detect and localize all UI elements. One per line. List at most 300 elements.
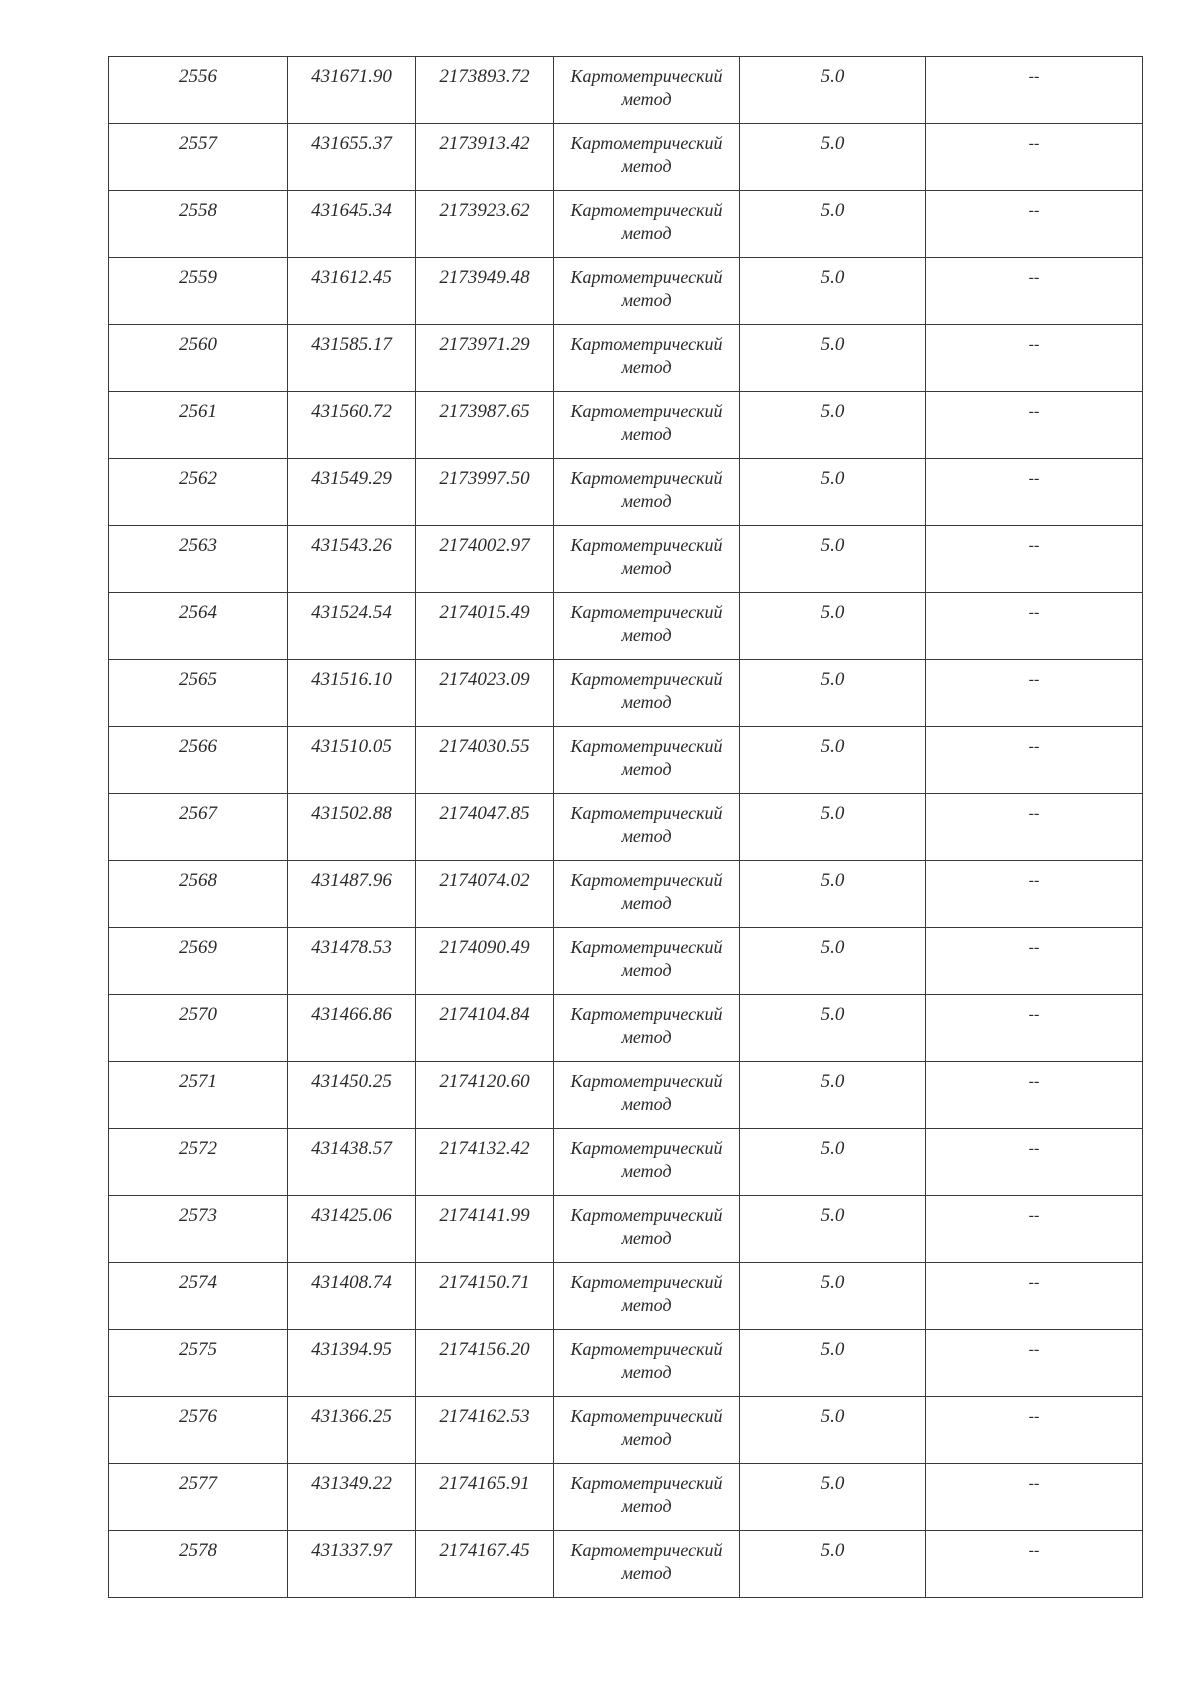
cell-text: 5.0 [820, 803, 845, 824]
cell-text: 2572 [179, 1138, 217, 1159]
method-cell [554, 459, 740, 526]
point-number-cell [109, 727, 288, 794]
description-cell [926, 593, 1143, 660]
x-coordinate-cell [288, 995, 416, 1062]
method-cell [554, 1464, 740, 1531]
cell-text: 2173949.48 [439, 267, 530, 288]
method-cell [554, 593, 740, 660]
accuracy-cell [740, 325, 926, 392]
cell-text: Картометрический метод [570, 1272, 723, 1315]
method-cell [554, 1062, 740, 1129]
cell-text: 2174141.99 [439, 1205, 530, 1226]
accuracy-cell [740, 593, 926, 660]
cell-text: 5.0 [820, 1473, 845, 1494]
accuracy-cell [740, 1129, 926, 1196]
description-cell [926, 794, 1143, 861]
description-cell [926, 325, 1143, 392]
cell-text: 2174165.91 [439, 1473, 530, 1494]
cell-text: Картометрический метод [570, 937, 723, 980]
description-cell [926, 1062, 1143, 1129]
method-cell [554, 727, 740, 794]
accuracy-cell [740, 928, 926, 995]
accuracy-cell [740, 1330, 926, 1397]
cell-text: Картометрический метод [570, 1473, 723, 1516]
coordinates-table [108, 56, 1143, 1598]
accuracy-cell [740, 1196, 926, 1263]
cell-text: 2174090.49 [439, 937, 530, 958]
y-coordinate-cell [416, 1129, 554, 1196]
table-row [109, 928, 1143, 995]
cell-text: -- [1028, 738, 1040, 755]
point-number-cell [109, 1129, 288, 1196]
accuracy-cell [740, 124, 926, 191]
cell-text: 2578 [179, 1540, 217, 1561]
table-body [109, 57, 1143, 1598]
y-coordinate-cell [416, 459, 554, 526]
cell-text: 2562 [179, 468, 217, 489]
x-coordinate-cell [288, 1397, 416, 1464]
point-number-cell [109, 1531, 288, 1598]
table-row [109, 1531, 1143, 1598]
table-row [109, 191, 1143, 258]
description-cell [926, 660, 1143, 727]
cell-text: 431543.26 [311, 535, 392, 556]
cell-text: 2560 [179, 334, 217, 355]
cell-text: 431487.96 [311, 870, 392, 891]
cell-text: -- [1028, 537, 1040, 554]
x-coordinate-cell [288, 124, 416, 191]
cell-text: Картометрический метод [570, 1071, 723, 1114]
x-coordinate-cell [288, 1196, 416, 1263]
point-number-cell [109, 1196, 288, 1263]
cell-text: 431516.10 [311, 669, 392, 690]
cell-text: Картометрический метод [570, 66, 723, 109]
method-cell [554, 1531, 740, 1598]
x-coordinate-cell [288, 191, 416, 258]
cell-text: -- [1028, 1274, 1040, 1291]
cell-text: 2173971.29 [439, 334, 530, 355]
description-cell [926, 995, 1143, 1062]
method-cell [554, 1397, 740, 1464]
cell-text: 2576 [179, 1406, 217, 1427]
description-cell [926, 861, 1143, 928]
description-cell [926, 1129, 1143, 1196]
cell-text: 2567 [179, 803, 217, 824]
cell-text: 431425.06 [311, 1205, 392, 1226]
point-number-cell [109, 191, 288, 258]
cell-text: 5.0 [820, 1205, 845, 1226]
point-number-cell [109, 995, 288, 1062]
cell-text: 431549.29 [311, 468, 392, 489]
accuracy-cell [740, 794, 926, 861]
cell-text: 2174030.55 [439, 736, 530, 757]
accuracy-cell [740, 526, 926, 593]
table-row [109, 526, 1143, 593]
accuracy-cell [740, 258, 926, 325]
point-number-cell [109, 392, 288, 459]
cell-text: 5.0 [820, 334, 845, 355]
point-number-cell [109, 861, 288, 928]
cell-text: -- [1028, 872, 1040, 889]
cell-text: Картометрический метод [570, 602, 723, 645]
table-row [109, 392, 1143, 459]
cell-text: 2559 [179, 267, 217, 288]
cell-text: Картометрический метод [570, 267, 723, 310]
table-row [109, 124, 1143, 191]
table-row [109, 1464, 1143, 1531]
cell-text: Картометрический метод [570, 133, 723, 176]
accuracy-cell [740, 995, 926, 1062]
x-coordinate-cell [288, 258, 416, 325]
cell-text: 5.0 [820, 1406, 845, 1427]
description-cell [926, 1397, 1143, 1464]
y-coordinate-cell [416, 593, 554, 660]
point-number-cell [109, 1464, 288, 1531]
cell-text: 2568 [179, 870, 217, 891]
accuracy-cell [740, 727, 926, 794]
cell-text: 2577 [179, 1473, 217, 1494]
y-coordinate-cell [416, 727, 554, 794]
cell-text: 2564 [179, 602, 217, 623]
y-coordinate-cell [416, 1062, 554, 1129]
y-coordinate-cell [416, 1330, 554, 1397]
point-number-cell [109, 794, 288, 861]
description-cell [926, 392, 1143, 459]
y-coordinate-cell [416, 526, 554, 593]
cell-text: 2557 [179, 133, 217, 154]
point-number-cell [109, 1397, 288, 1464]
description-cell [926, 1196, 1143, 1263]
description-cell [926, 1263, 1143, 1330]
x-coordinate-cell [288, 325, 416, 392]
cell-text: 2173987.65 [439, 401, 530, 422]
cell-text: -- [1028, 135, 1040, 152]
cell-text: 431585.17 [311, 334, 392, 355]
cell-text: 2571 [179, 1071, 217, 1092]
table-row [109, 1263, 1143, 1330]
x-coordinate-cell [288, 593, 416, 660]
accuracy-cell [740, 1062, 926, 1129]
y-coordinate-cell [416, 258, 554, 325]
cell-text: -- [1028, 202, 1040, 219]
description-cell [926, 1464, 1143, 1531]
point-number-cell [109, 459, 288, 526]
coordinates-table-container [108, 56, 1142, 1598]
y-coordinate-cell [416, 325, 554, 392]
y-coordinate-cell [416, 1397, 554, 1464]
cell-text: 431612.45 [311, 267, 392, 288]
table-row [109, 1330, 1143, 1397]
y-coordinate-cell [416, 392, 554, 459]
method-cell [554, 1330, 740, 1397]
y-coordinate-cell [416, 794, 554, 861]
description-cell [926, 459, 1143, 526]
cell-text: Картометрический метод [570, 1205, 723, 1248]
cell-text: 2174002.97 [439, 535, 530, 556]
accuracy-cell [740, 191, 926, 258]
cell-text: 431466.86 [311, 1004, 392, 1025]
cell-text: Картометрический метод [570, 1540, 723, 1583]
cell-text: 2561 [179, 401, 217, 422]
x-coordinate-cell [288, 1263, 416, 1330]
cell-text: 2563 [179, 535, 217, 556]
table-row [109, 1129, 1143, 1196]
method-cell [554, 124, 740, 191]
method-cell [554, 1129, 740, 1196]
cell-text: 5.0 [820, 66, 845, 87]
cell-text: 431671.90 [311, 66, 392, 87]
cell-text: 431438.57 [311, 1138, 392, 1159]
cell-text: -- [1028, 1207, 1040, 1224]
accuracy-cell [740, 1263, 926, 1330]
accuracy-cell [740, 57, 926, 124]
cell-text: 2573 [179, 1205, 217, 1226]
description-cell [926, 727, 1143, 794]
accuracy-cell [740, 459, 926, 526]
cell-text: 431645.34 [311, 200, 392, 221]
y-coordinate-cell [416, 1531, 554, 1598]
point-number-cell [109, 1062, 288, 1129]
point-number-cell [109, 1330, 288, 1397]
cell-text: 2174156.20 [439, 1339, 530, 1360]
cell-text: 431366.25 [311, 1406, 392, 1427]
cell-text: 2174150.71 [439, 1272, 530, 1293]
cell-text: -- [1028, 403, 1040, 420]
method-cell [554, 325, 740, 392]
table-row [109, 995, 1143, 1062]
cell-text: 2558 [179, 200, 217, 221]
point-number-cell [109, 325, 288, 392]
cell-text: Картометрический метод [570, 334, 723, 377]
cell-text: 5.0 [820, 1339, 845, 1360]
cell-text: 2565 [179, 669, 217, 690]
y-coordinate-cell [416, 1196, 554, 1263]
method-cell [554, 861, 740, 928]
cell-text: -- [1028, 1140, 1040, 1157]
point-number-cell [109, 526, 288, 593]
cell-text: Картометрический метод [570, 200, 723, 243]
method-cell [554, 995, 740, 1062]
cell-text: 5.0 [820, 1272, 845, 1293]
x-coordinate-cell [288, 459, 416, 526]
cell-text: 5.0 [820, 1004, 845, 1025]
cell-text: 5.0 [820, 1540, 845, 1561]
table-row [109, 794, 1143, 861]
cell-text: 5.0 [820, 602, 845, 623]
table-row [109, 727, 1143, 794]
cell-text: Картометрический метод [570, 535, 723, 578]
cell-text: 431408.74 [311, 1272, 392, 1293]
cell-text: 2566 [179, 736, 217, 757]
cell-text: 431502.88 [311, 803, 392, 824]
accuracy-cell [740, 1397, 926, 1464]
x-coordinate-cell [288, 1129, 416, 1196]
cell-text: Картометрический метод [570, 1004, 723, 1047]
point-number-cell [109, 593, 288, 660]
cell-text: 431655.37 [311, 133, 392, 154]
method-cell [554, 191, 740, 258]
cell-text: -- [1028, 68, 1040, 85]
method-cell [554, 57, 740, 124]
cell-text: 2174023.09 [439, 669, 530, 690]
cell-text: 2569 [179, 937, 217, 958]
cell-text: 431524.54 [311, 602, 392, 623]
cell-text: -- [1028, 671, 1040, 688]
x-coordinate-cell [288, 1330, 416, 1397]
cell-text: 2173913.42 [439, 133, 530, 154]
cell-text: Картометрический метод [570, 401, 723, 444]
cell-text: 2174074.02 [439, 870, 530, 891]
cell-text: 2174162.53 [439, 1406, 530, 1427]
x-coordinate-cell [288, 526, 416, 593]
cell-text: -- [1028, 1475, 1040, 1492]
method-cell [554, 392, 740, 459]
cell-text: 5.0 [820, 870, 845, 891]
y-coordinate-cell [416, 861, 554, 928]
cell-text: 2174167.45 [439, 1540, 530, 1561]
cell-text: 431349.22 [311, 1473, 392, 1494]
x-coordinate-cell [288, 1531, 416, 1598]
y-coordinate-cell [416, 191, 554, 258]
cell-text: 2174047.85 [439, 803, 530, 824]
cell-text: Картометрический метод [570, 803, 723, 846]
table-row [109, 1062, 1143, 1129]
cell-text: 5.0 [820, 1138, 845, 1159]
method-cell [554, 1263, 740, 1330]
description-cell [926, 928, 1143, 995]
y-coordinate-cell [416, 995, 554, 1062]
method-cell [554, 794, 740, 861]
x-coordinate-cell [288, 660, 416, 727]
cell-text: 5.0 [820, 736, 845, 757]
y-coordinate-cell [416, 1263, 554, 1330]
cell-text: Картометрический метод [570, 1406, 723, 1449]
description-cell [926, 258, 1143, 325]
cell-text: 5.0 [820, 535, 845, 556]
cell-text: 2173923.62 [439, 200, 530, 221]
cell-text: -- [1028, 1341, 1040, 1358]
table-row [109, 1397, 1143, 1464]
cell-text: 2174104.84 [439, 1004, 530, 1025]
description-cell [926, 1531, 1143, 1598]
point-number-cell [109, 1263, 288, 1330]
method-cell [554, 660, 740, 727]
cell-text: -- [1028, 805, 1040, 822]
y-coordinate-cell [416, 1464, 554, 1531]
accuracy-cell [740, 392, 926, 459]
y-coordinate-cell [416, 124, 554, 191]
cell-text: 2575 [179, 1339, 217, 1360]
cell-text: 2556 [179, 66, 217, 87]
cell-text: 5.0 [820, 468, 845, 489]
cell-text: -- [1028, 939, 1040, 956]
y-coordinate-cell [416, 928, 554, 995]
cell-text: 2174132.42 [439, 1138, 530, 1159]
method-cell [554, 258, 740, 325]
cell-text: 2174120.60 [439, 1071, 530, 1092]
cell-text: 2574 [179, 1272, 217, 1293]
cell-text: 5.0 [820, 937, 845, 958]
cell-text: 5.0 [820, 669, 845, 690]
cell-text: -- [1028, 269, 1040, 286]
method-cell [554, 928, 740, 995]
table-row [109, 258, 1143, 325]
table-row [109, 1196, 1143, 1263]
y-coordinate-cell [416, 57, 554, 124]
cell-text: 431510.05 [311, 736, 392, 757]
cell-text: Картометрический метод [570, 1339, 723, 1382]
x-coordinate-cell [288, 861, 416, 928]
cell-text: -- [1028, 470, 1040, 487]
cell-text: Картометрический метод [570, 1138, 723, 1181]
cell-text: Картометрический метод [570, 468, 723, 511]
x-coordinate-cell [288, 392, 416, 459]
cell-text: 431560.72 [311, 401, 392, 422]
accuracy-cell [740, 861, 926, 928]
x-coordinate-cell [288, 727, 416, 794]
point-number-cell [109, 258, 288, 325]
table-row [109, 459, 1143, 526]
cell-text: 2174015.49 [439, 602, 530, 623]
point-number-cell [109, 124, 288, 191]
point-number-cell [109, 57, 288, 124]
x-coordinate-cell [288, 1062, 416, 1129]
description-cell [926, 57, 1143, 124]
method-cell [554, 526, 740, 593]
table-row [109, 660, 1143, 727]
cell-text: -- [1028, 1408, 1040, 1425]
cell-text: 2173997.50 [439, 468, 530, 489]
cell-text: -- [1028, 604, 1040, 621]
cell-text: 2570 [179, 1004, 217, 1025]
x-coordinate-cell [288, 794, 416, 861]
table-row [109, 593, 1143, 660]
cell-text: 5.0 [820, 401, 845, 422]
accuracy-cell [740, 660, 926, 727]
cell-text: -- [1028, 336, 1040, 353]
description-cell [926, 526, 1143, 593]
method-cell [554, 1196, 740, 1263]
x-coordinate-cell [288, 57, 416, 124]
cell-text: 5.0 [820, 267, 845, 288]
cell-text: 431478.53 [311, 937, 392, 958]
accuracy-cell [740, 1464, 926, 1531]
cell-text: 431337.97 [311, 1540, 392, 1561]
table-row [109, 57, 1143, 124]
cell-text: Картометрический метод [570, 870, 723, 913]
cell-text: 5.0 [820, 1071, 845, 1092]
cell-text: -- [1028, 1073, 1040, 1090]
point-number-cell [109, 928, 288, 995]
accuracy-cell [740, 1531, 926, 1598]
table-row [109, 325, 1143, 392]
description-cell [926, 191, 1143, 258]
description-cell [926, 124, 1143, 191]
cell-text: Картометрический метод [570, 736, 723, 779]
cell-text: 431450.25 [311, 1071, 392, 1092]
description-cell [926, 1330, 1143, 1397]
cell-text: 2173893.72 [439, 66, 530, 87]
cell-text: 5.0 [820, 200, 845, 221]
cell-text: Картометрический метод [570, 669, 723, 712]
cell-text: 5.0 [820, 133, 845, 154]
x-coordinate-cell [288, 928, 416, 995]
cell-text: -- [1028, 1542, 1040, 1559]
cell-text: 431394.95 [311, 1339, 392, 1360]
cell-text: -- [1028, 1006, 1040, 1023]
table-row [109, 861, 1143, 928]
y-coordinate-cell [416, 660, 554, 727]
